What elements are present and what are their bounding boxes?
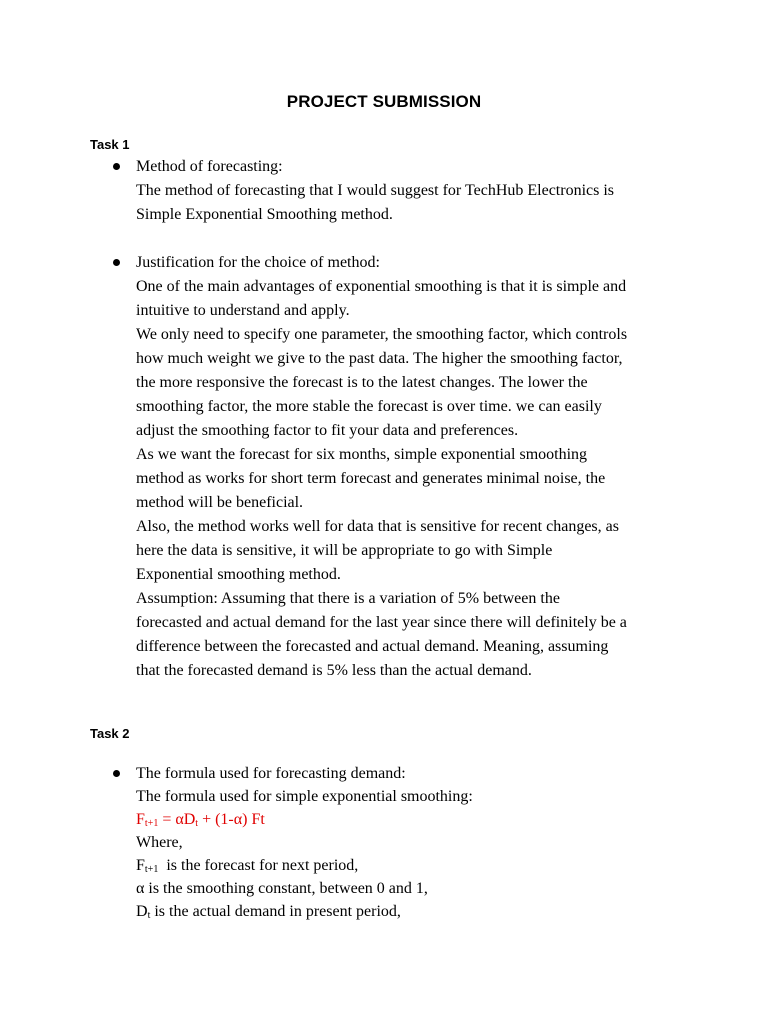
text-line: Exponential smoothing method.: [136, 566, 341, 583]
definition-text: is the actual demand in present period,: [150, 903, 401, 920]
definition-symbol: D: [136, 903, 148, 920]
text-line: adjust the smoothing factor to fit your data and preferences.: [136, 422, 519, 439]
formula-subscript: t+1: [144, 818, 159, 829]
text-line: The formula used for simple exponential smoothing:: [136, 788, 473, 805]
task2-heading: Task 2: [90, 726, 130, 741]
definition-line: [136, 854, 696, 877]
formula-line: [136, 808, 696, 831]
text-line: As we want the forecast for six months, simple exponential smoothing: [136, 446, 588, 463]
definition-line: [136, 900, 696, 923]
bullet-point: [113, 770, 120, 777]
text-line: The method of forecasting that I would suggest for TechHub Electronics is: [136, 182, 615, 199]
task1-bullet1: [136, 155, 696, 227]
text-line: the more responsive the forecast is to the latest changes. The lower the: [136, 374, 588, 391]
text-line: Where,: [136, 834, 183, 851]
text-line: Simple Exponential Smoothing method.: [136, 206, 393, 223]
text-line: Also, the method works well for data that is sensitive for recent changes, as: [136, 518, 619, 535]
definition-line: α is the smoothing constant, between 0 and 1,: [136, 880, 428, 897]
task1-heading: Task 1: [90, 137, 130, 152]
task1-bullet2: [136, 251, 696, 683]
text-line: method will be beneficial.: [136, 494, 304, 511]
formula-text: = αD: [158, 811, 196, 828]
bullet-point: [113, 163, 120, 170]
text-line: here the data is sensitive, it will be appropriate to go with Simple: [136, 542, 553, 559]
text-line: how much weight we give to the past data. The higher the smoothing factor,: [136, 350, 623, 367]
bullet-point: [113, 259, 120, 266]
text-line: smoothing factor, the more stable the forecast is over time. we can easily: [136, 398, 602, 415]
text-line: intuitive to understand and apply.: [136, 302, 350, 319]
definition-subscript: t+1: [144, 864, 159, 875]
task2-bullet1: [136, 762, 696, 923]
text-line: We only need to specify one parameter, the smoothing factor, which controls: [136, 326, 628, 343]
definition-subscript: t: [147, 910, 151, 921]
definition-text: is the forecast for next period,: [158, 857, 359, 874]
formula-symbol: F: [136, 811, 145, 828]
formula-subscript: t: [195, 818, 199, 829]
definition-symbol: F: [136, 857, 145, 874]
text-line: Method of forecasting:: [136, 158, 283, 175]
formula-text: + (1-α) Ft: [198, 811, 265, 828]
text-line: difference between the forecasted and actual demand. Meaning, assuming: [136, 638, 609, 655]
text-line: Justification for the choice of method:: [136, 254, 380, 271]
text-line: One of the main advantages of exponential smoothing is that it is simple and: [136, 278, 627, 295]
text-line: Assumption: Assuming that there is a variation of 5% between the: [136, 590, 560, 607]
text-line: that the forecasted demand is 5% less than the actual demand.: [136, 662, 532, 679]
text-line: method as works for short term forecast and generates minimal noise, the: [136, 470, 606, 487]
text-line: forecasted and actual demand for the last year since there will definitely be a: [136, 614, 627, 631]
document-title: PROJECT SUBMISSION: [286, 92, 482, 111]
text-line: The formula used for forecasting demand:: [136, 765, 406, 782]
